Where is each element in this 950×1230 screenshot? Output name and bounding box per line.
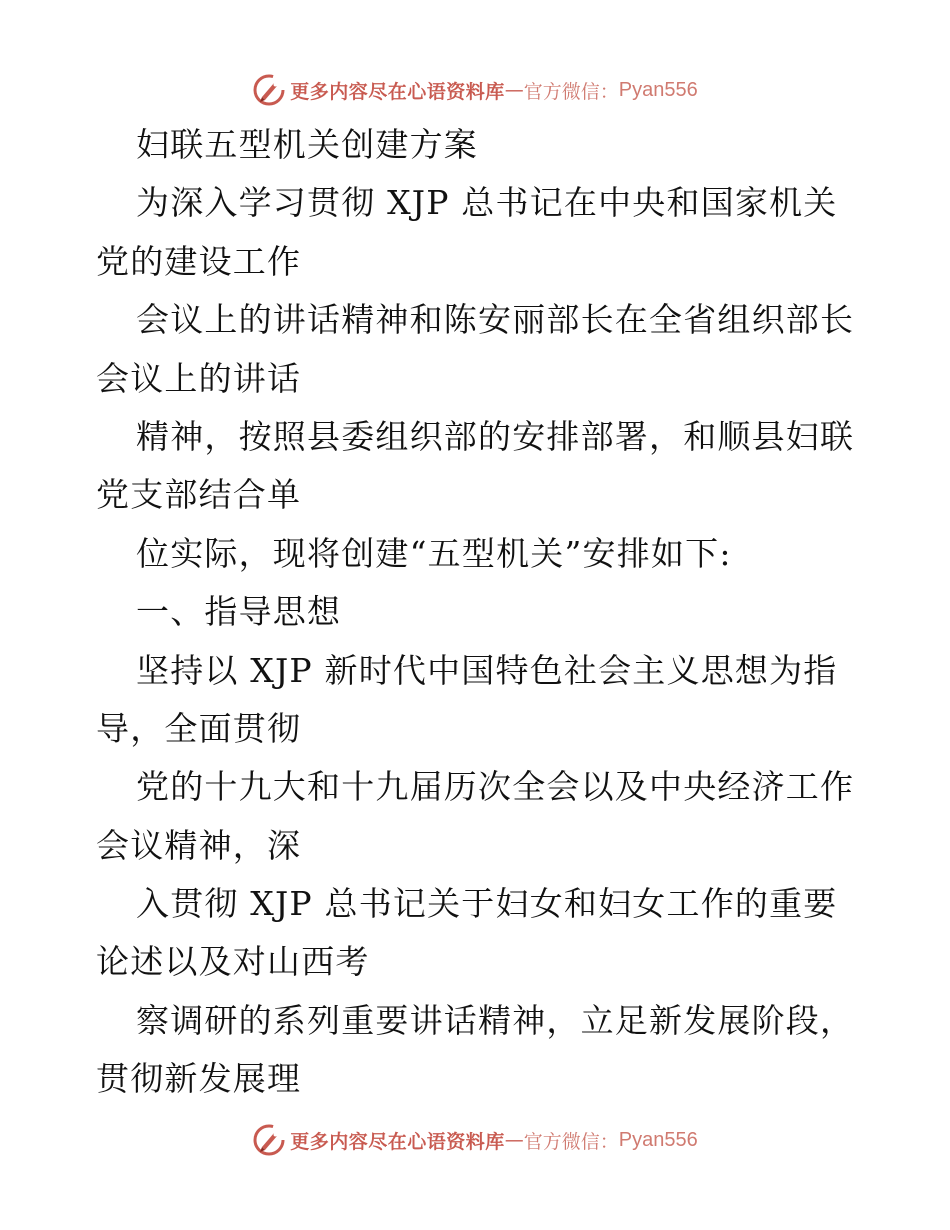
text-line: 会议精神，深 (96, 825, 302, 865)
text-line: 党支部结合单 (96, 475, 302, 515)
watermark-dash: — (504, 1129, 524, 1151)
pen-nib-logo-icon (252, 1123, 286, 1157)
text-line: 察调研的系列重要讲话精神，立足新发展阶段， (136, 1000, 855, 1040)
watermark-contact-id: Pyan556 (618, 78, 698, 101)
text-line: 为深入学习贯彻 XJP 总书记在中央和国家机关 (136, 183, 838, 223)
header-watermark (0, 70, 950, 110)
watermark-contact-label: 官方微信： (523, 1130, 619, 1153)
watermark-dash: — (504, 79, 524, 101)
text-line: 论述以及对山西考 (96, 942, 370, 982)
text-line: 入贯彻 XJP 总书记关于妇女和妇女工作的重要 (136, 884, 838, 924)
text-line: 导，全面贯彻 (96, 708, 302, 748)
document-body (96, 116, 856, 1109)
text-line: 会议上的讲话 (96, 358, 302, 398)
text-line: 精神，按照县委组织部的安排部署，和顺县妇联 (136, 416, 855, 456)
pen-nib-logo-icon (252, 73, 286, 107)
watermark-contact-label: 官方微信： (523, 80, 619, 103)
watermark-site-text: 更多内容尽在心语资料库 (290, 1130, 505, 1153)
watermark-site-text: 更多内容尽在心语资料库 (290, 80, 505, 103)
text-line: 贯彻新发展理 (96, 1059, 302, 1099)
document-title: 妇联五型机关创建方案 (136, 125, 478, 164)
footer-watermark (0, 1120, 950, 1160)
text-line: 党的建设工作 (96, 241, 302, 281)
text-line: 党的十九大和十九届历次全会以及中央经济工作 (136, 767, 855, 807)
text-line: 坚持以 XJP 新时代中国特色社会主义思想为指 (136, 650, 838, 690)
section-heading: 一、指导思想 (136, 592, 342, 632)
watermark-contact-id: Pyan556 (618, 1128, 698, 1151)
text-line: 位实际，现将创建“五型机关”安排如下: (136, 533, 732, 573)
text-line: 会议上的讲话精神和陈安丽部长在全省组织部长 (136, 300, 855, 340)
